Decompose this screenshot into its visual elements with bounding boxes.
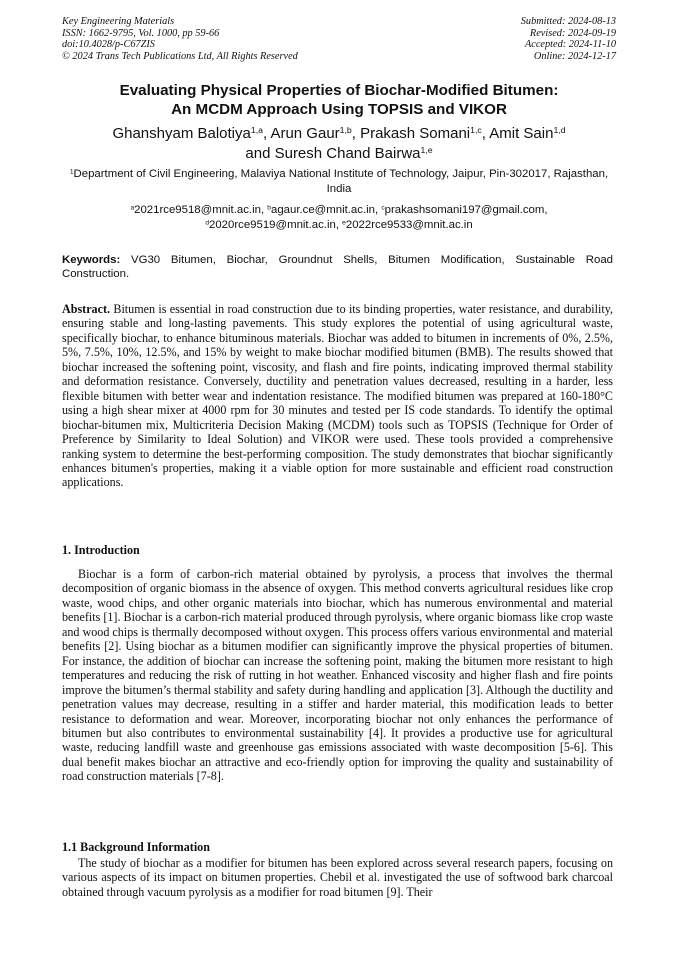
email-mark: a [130, 204, 135, 212]
author-conjunction: and [245, 144, 271, 162]
author-affiliation-mark: 1,c [470, 125, 482, 136]
copyright-line: © 2024 Trans Tech Publications Ltd, All Rights Reserved [62, 50, 298, 62]
author-name: Arun Gaur [270, 125, 340, 142]
abstract [62, 302, 613, 490]
background-body [62, 856, 613, 899]
background-paragraph: The study of biochar as a modifier for bitumen has been explored across several research papers, focusing on various aspects of its impact on bitumen properties. Chebil et al. investigated the use of softwood bark charcoal obtained through vacuum pyrolysis as a modifier for road bitumen [9]. Their [62, 856, 613, 899]
email-link[interactable]: prakashsomani197@gmail.com, [384, 204, 548, 216]
author-affiliation-mark: 1,e [420, 144, 433, 155]
affiliation-text: Department of Civil Engineering, Malaviya National Institute of Technology, Jaipur, Pin-302017, Rajasthan, India [73, 168, 609, 195]
email-mark: e [342, 218, 346, 226]
journal-info [62, 16, 298, 62]
section-heading-introduction: 1. Introduction [62, 543, 140, 557]
abstract-text: Bitumen is essential in road construction due to its binding properties, water resistance, and durability, ensuring stable and long-lasting pavements. This study explores the potential of using agricultural waste, specifically biochar, to enhance bituminous materials. Biochar was added to bitumen in increments of 0%, 2.5%, 5%, 7.5%, 10%, 12.5%, and 15% by weight to make biochar modified bitumen (BMB). The results showed that biochar increased the softening point, viscosity, and flash and fire points, indicating improved thermal stability and deformation resistance. Conversely, ductility and penetration values decreased, resulting in a harder, less flexible bitumen with better wear and indentation resistance. The modified bitumen was prepared at 160-180°C using a high shear mixer at 4000 rpm for 30 minutes and tested per IS code standards. To identify the optimal biochar-bitumen mix, Multicriteria Decision Making (MCDM) tools such as TOPSIS (Technique for Order of Preference by Similarity to Ideal Solution) and VIKOR were used. These tools provided a comprehensive ranking system to determine the best-performing composition. The study demonstrates that biochar significantly enhances bitumen's properties, making it a viable option for more sustainable and efficient road construction applications. [62, 302, 613, 490]
submitted-date: Submitted: 2024-08-13 [520, 16, 616, 27]
online-date: Online: 2024-12-17 [533, 50, 616, 62]
author-affiliation-mark: 1,d [553, 125, 566, 136]
doi-line: doi:10.4028/p-C67ZIS [62, 39, 155, 51]
journal-name: Key Engineering Materials [62, 16, 175, 27]
author-name: Amit Sain [489, 125, 554, 142]
publication-dates [521, 16, 616, 62]
email-mark: d [205, 218, 210, 226]
introduction-body [62, 567, 613, 784]
author-name: Prakash Somani [360, 125, 471, 142]
keywords [62, 253, 613, 281]
issn-line: ISSN: 1662-9795, Vol. 1000, pp 59-66 [62, 27, 220, 39]
abstract-label: Abstract. [62, 302, 111, 316]
author-emails [62, 203, 616, 232]
keywords-text: VG30 Bitumen, Biochar, Groundnut Shells, Bitumen Modification, Sustainable Road Construction. [62, 254, 613, 281]
email-link[interactable]: 2021rce9518@mnit.ac.in, [134, 204, 265, 216]
author-affiliation-mark: 1,a [250, 125, 263, 136]
email-link[interactable]: 2020rce9519@mnit.ac.in, [209, 218, 339, 231]
email-mark: c [381, 204, 385, 212]
paper-title [40, 82, 638, 119]
title-line-1: Evaluating Physical Properties of Biochar-Modified Bitumen: [119, 82, 559, 99]
title-line-2: An MCDM Approach Using TOPSIS and VIKOR [171, 100, 507, 118]
keywords-label: Keywords: [62, 254, 121, 266]
author-name: Ghanshyam Balotiya [112, 125, 251, 142]
revised-date: Revised: 2024-09-19 [529, 27, 616, 39]
email-link[interactable]: 2022rce9533@mnit.ac.in [345, 218, 473, 231]
affiliation [62, 167, 616, 196]
author-affiliation-mark: 1,b [339, 125, 352, 136]
introduction-paragraph: Biochar is a form of carbon-rich material obtained by pyrolysis, a process that involves the thermal decomposition of organic biomass in the absence of oxygen. This method converts agricultural residues like crop waste, wood chips, and other organic materials into biochar, which has numerous environmental and material benefits [1]. Biochar is a carbon-rich material produced through pyrolysis, where organic biomass like crop waste and wood chips is thermally decomposed without oxygen. This process offers various environmental and material benefits [2]. Using biochar as a bitumen modifier can significantly improve the physical properties of bitumen. For instance, the addition of biochar can increase the softening point, making the bitumen more resistant to high temperatures and reducing the risk of rutting in hot weather. Enhanced viscosity and higher flash and fire points improve the bitumen’s thermal stability and safety during handling and application [3]. Although the ductility and penetration values may decrease, resulting in a stiffer and harder material, this modification leads to better resistance to deformation and wear. Moreover, incorporating biochar not only enhances the performance of bitumen but also contributes to environmental sustainability [4]. It provides a productive use for agricultural waste, reducing landfill waste and greenhouse gas emissions associated with waste decomposition [5-6]. This dual benefit makes biochar an attractive and eco-friendly option for improving the quality and sustainability of road construction materials [7-8]. [62, 567, 613, 784]
section-heading-background: 1.1 Background Information [62, 840, 210, 854]
email-mark: b [267, 204, 271, 212]
accepted-date: Accepted: 2024-11-10 [524, 39, 616, 51]
author-name: Suresh Chand Bairwa [274, 144, 421, 162]
affiliation-mark: 1 [69, 168, 74, 176]
author-list: Ghanshyam Balotiya$^{1,a}$, Arun Gaur$^{1,b}$, Prakash Somani$^{1,c}$, Amit Sain$^{1,d}$ and Suresh Chand Bairwa$^{1,e}$ [112, 125, 566, 162]
email-link[interactable]: agaur.ce@mnit.ac.in, [270, 204, 379, 216]
